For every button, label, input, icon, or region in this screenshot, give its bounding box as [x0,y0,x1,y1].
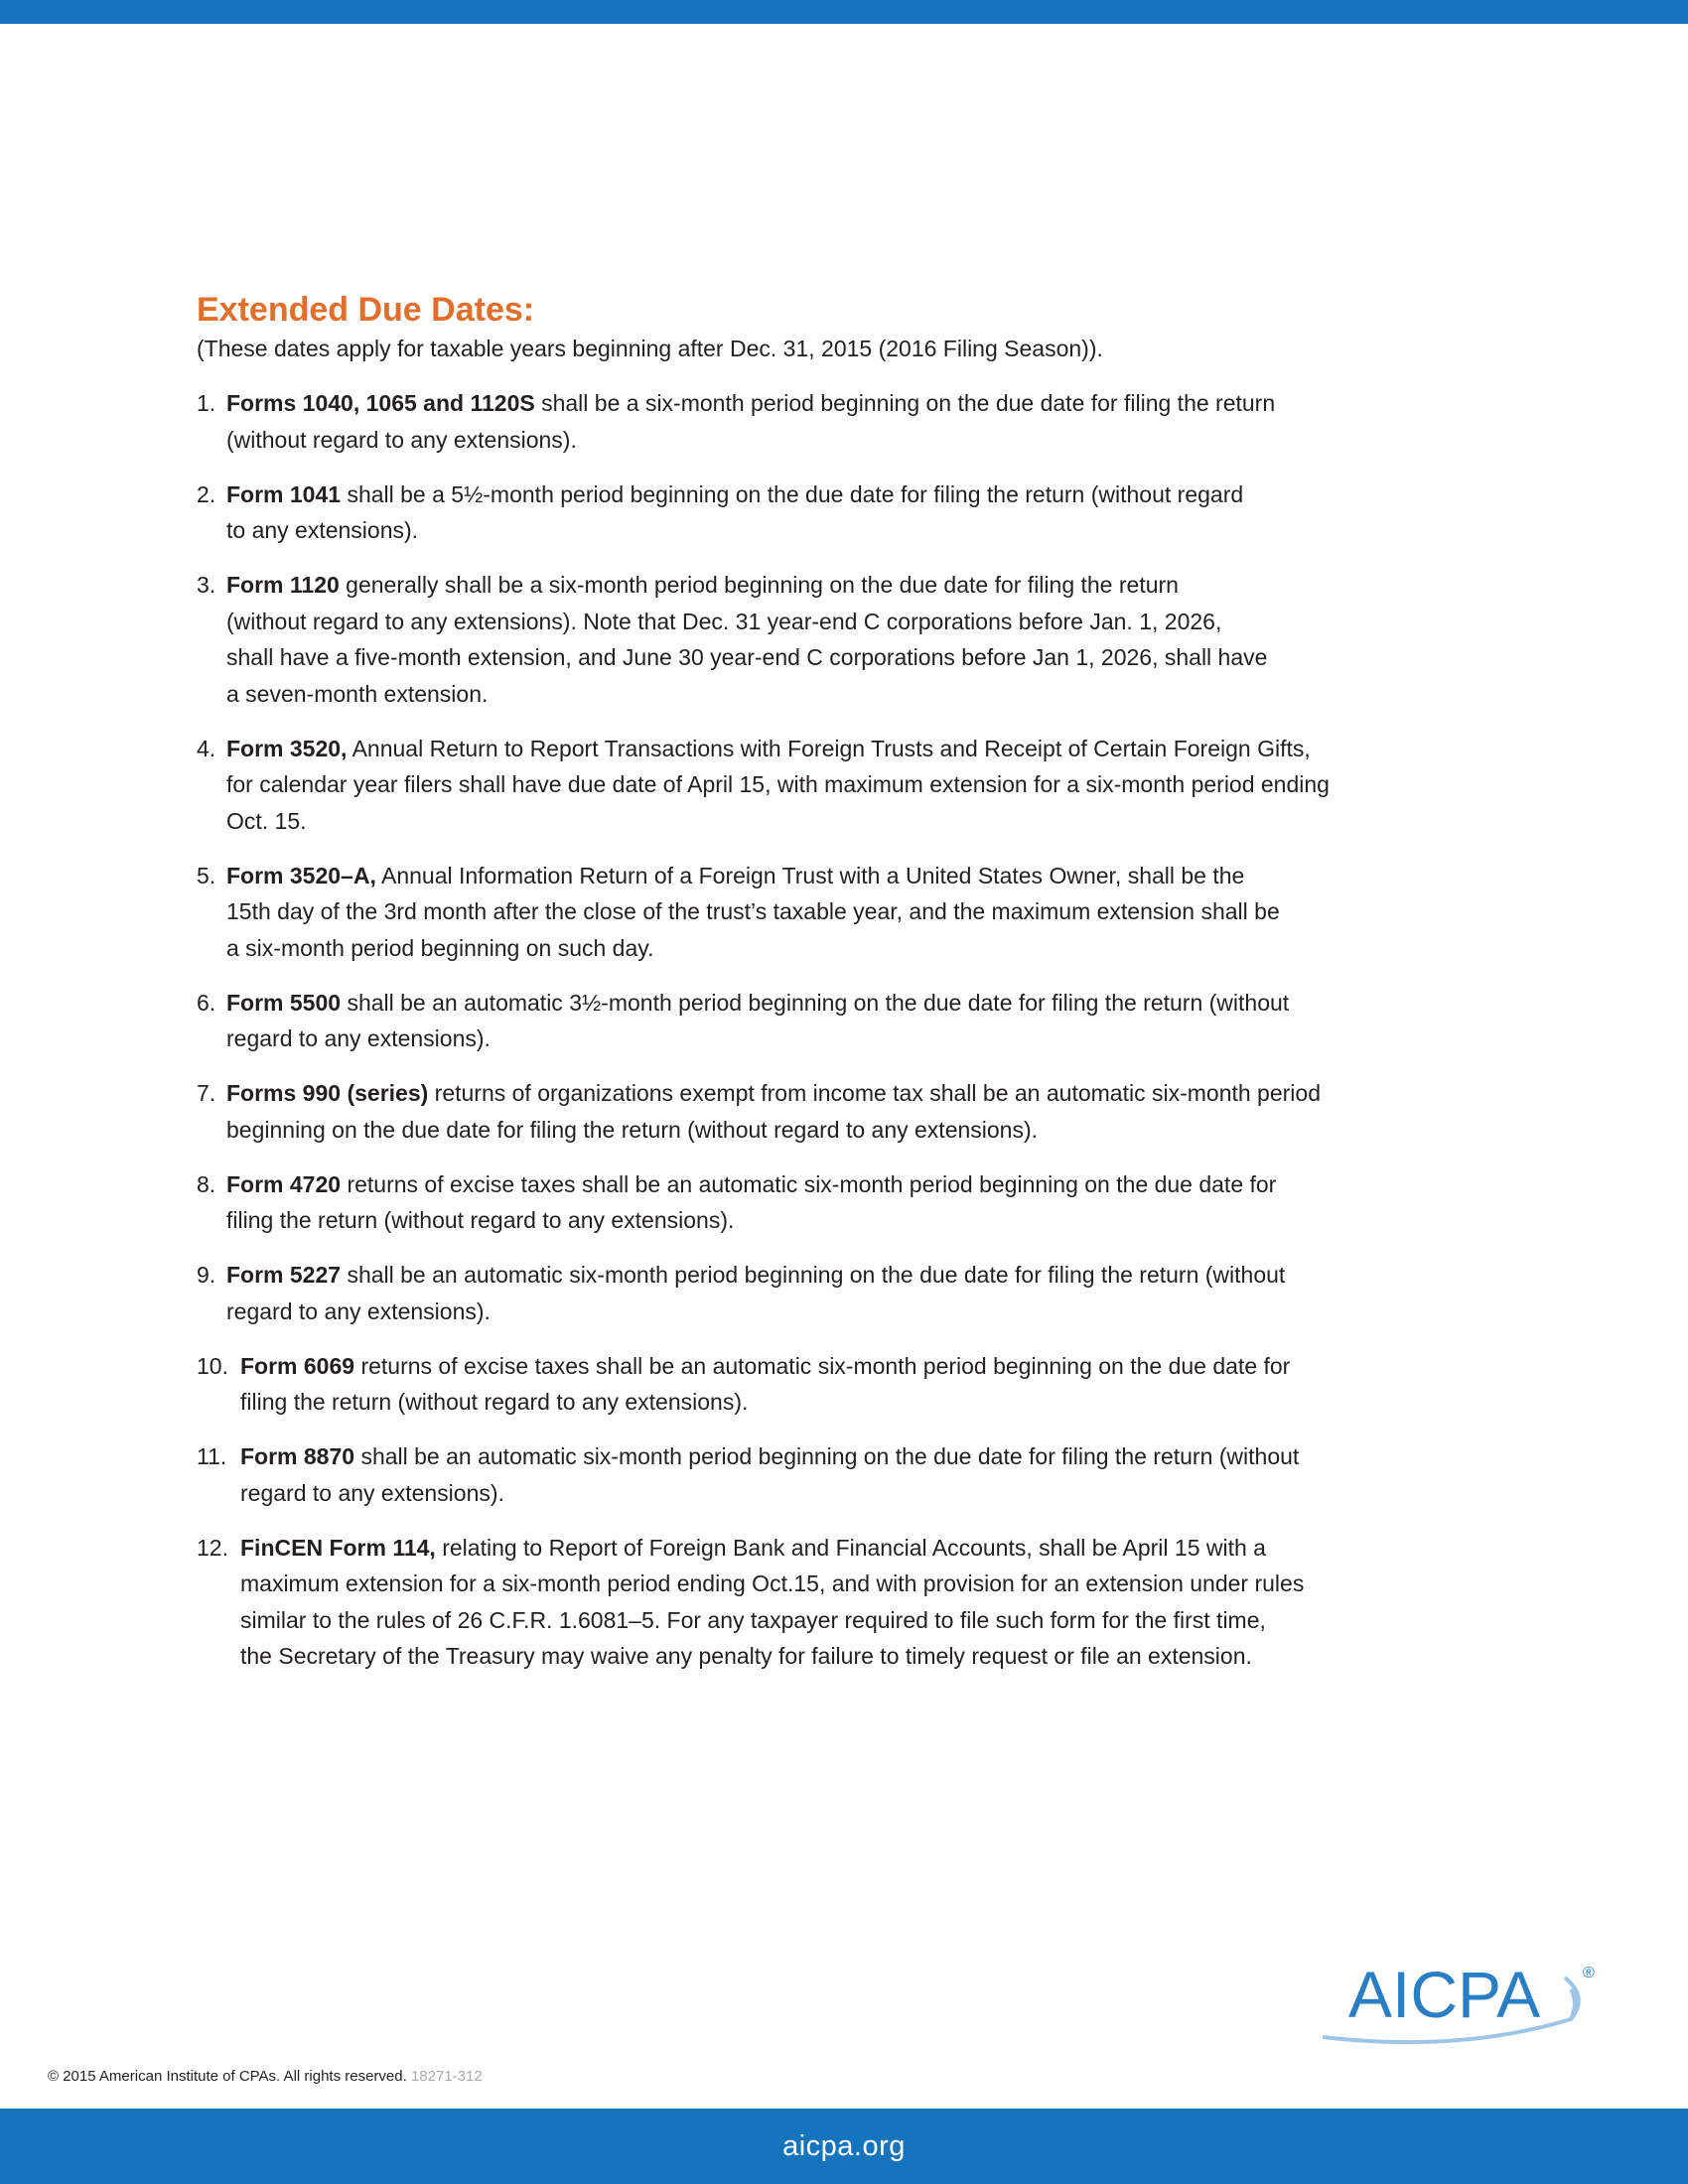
list-item [197,1166,1507,1239]
document-body [197,290,1507,1693]
page-subtitle: (These dates apply for taxable years beginning after Dec. 31, 2015 (2016 Filing Season)). [197,336,1103,361]
form-name: Forms 1040, 1065 and 1120S [226,390,535,416]
due-dates-list [197,385,1507,1675]
copyright-notice [48,2067,483,2087]
aicpa-website-link[interactable]: aicpa.org [782,2129,906,2162]
list-item [197,1438,1507,1511]
form-name: Forms 990 (series) [226,1080,429,1106]
list-item-text: relating to Report of Foreign Bank and Financial Accounts, shall be April 15 with a maximum extension for a six-month period ending Oct.15, and with provision for an extension under rules similar to the rules of 26 C.F.R. 1.6081–5. For any taxpayer required to file such form for the first time, the Secretary of the Treasury may waive any penalty for failure to timely request or file an extension. [240,1534,1305,1669]
list-item-number: 4. [197,735,216,761]
list-item-text: shall be a six-month period beginning on the due date for filing the return (without regard to any extensions). [226,390,1276,453]
list-item [197,1257,1507,1329]
list-item-text: generally shall be a six-month period beginning on the due date for filing the return (without regard to any extensions). Note that Dec. 31 year-end C corporations before Jan. 1, 2026, shall have a five-month extension, and June 30 year-end C corporations before Jan 1, 2026, shall have a seven-month extension. [226,572,1268,707]
list-item-text: shall be an automatic 3½-month period beginning on the due date for filing the return (without regard to any extensions). [226,989,1290,1051]
form-name: Form 3520, [226,735,348,761]
aicpa-logo [1311,1958,1599,2053]
list-item [197,858,1507,967]
form-name: Form 6069 [240,1352,355,1379]
document-code: 18271-312 [410,2068,483,2085]
form-name: Form 5500 [226,989,342,1016]
form-name: Form 4720 [226,1170,342,1197]
list-item-number: 1. [197,390,216,416]
form-name: Form 1120 [226,572,340,598]
list-item [197,985,1507,1057]
list-item-number: 9. [197,1262,216,1288]
footer-bar [0,2109,1688,2184]
list-item-number: 8. [197,1170,216,1197]
copyright-text: © 2015 American Institute of CPAs. All rights reserved. [48,2068,407,2085]
form-name: Form 8870 [240,1443,355,1469]
list-item [197,1348,1507,1421]
list-item-text: returns of excise taxes shall be an automatic six-month period beginning on the due date for filing the return (without regard to any extensions). [226,1170,1277,1233]
form-name: FinCEN Form 114, [240,1534,436,1561]
list-item [197,477,1507,549]
registered-mark: ® [1583,1965,1595,1981]
form-name: Form 1041 [226,480,342,507]
top-banner-bar [0,0,1688,24]
list-item-text: Annual Return to Report Transactions with Foreign Trusts and Receipt of Certain Foreign Gifts, for calendar year filers shall have due date of April 15, with maximum extension for a six-month period ending Oct. 15. [226,735,1330,834]
list-item [197,1530,1507,1675]
list-item-text: returns of excise taxes shall be an automatic six-month period beginning on the due date for filing the return (without regard to any extensions). [240,1352,1291,1415]
list-item-number: 12. [197,1534,228,1561]
list-item-number: 6. [197,989,216,1016]
list-item-number: 10. [197,1352,228,1379]
list-item [197,567,1507,712]
list-item-text: Annual Information Return of a Foreign Trust with a United States Owner, shall be the 15th day of the 3rd month after the close of the trust’s taxable year, and the maximum extension shall be a six-month period beginning on such day. [226,862,1280,961]
list-item-number: 3. [197,572,216,598]
list-item-number: 11. [197,1443,227,1469]
list-item-number: 5. [197,862,216,888]
form-name: Form 3520–A, [226,862,376,888]
list-item [197,385,1507,458]
form-name: Form 5227 [226,1262,342,1288]
list-item [197,1075,1507,1148]
list-item-number: 7. [197,1080,216,1106]
list-item-text: returns of organizations exempt from income tax shall be an automatic six-month period beginning on the due date for filing the return (without regard to any extensions). [226,1080,1321,1143]
page-title: Extended Due Dates: [197,291,535,329]
list-item [197,731,1507,840]
list-item-text: shall be an automatic six-month period beginning on the due date for filing the return (without regard to any extensions). [226,1262,1286,1324]
list-item-text: shall be an automatic six-month period beginning on the due date for filing the return (without regard to any extensions). [240,1443,1300,1506]
list-item-number: 2. [197,480,216,507]
logo-text: AICPA [1348,1958,1541,2031]
list-item-text: shall be a 5½-month period beginning on the due date for filing the return (without regard to any extensions). [226,480,1244,543]
